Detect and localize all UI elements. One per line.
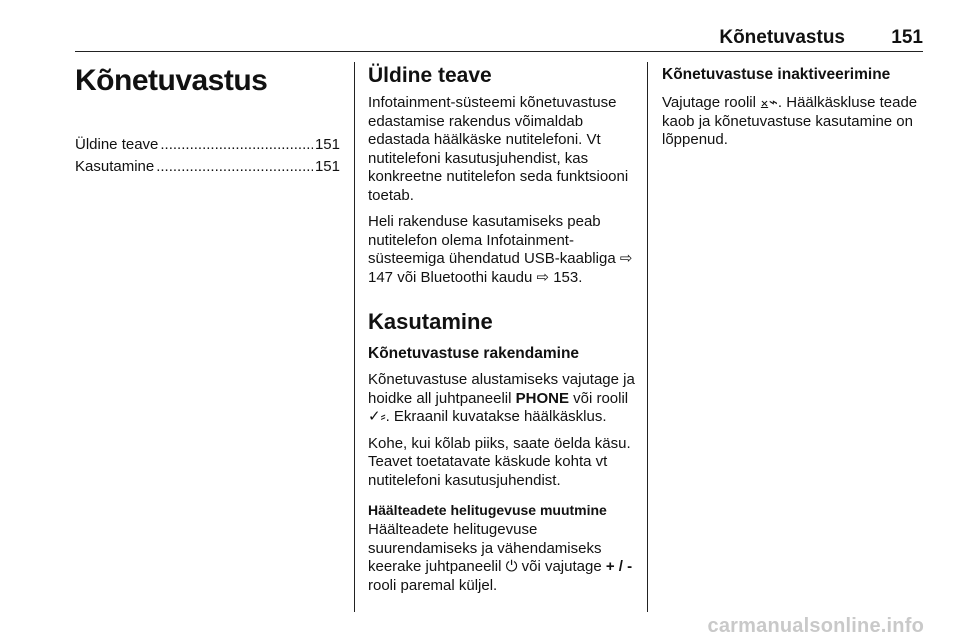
paragraph: Heli rakenduse kasutamiseks peab nutitelefon olema Infotainment-süsteemiga ühendatud USB-kaabliga ⇨ 147 või Bluetoothi kaudu ⇨ 153. (368, 213, 633, 286)
column-toc (75, 62, 340, 178)
column-main (368, 62, 636, 603)
subheading-volume: Häälteadete helitugevuse muutmine (368, 502, 607, 518)
phone-key-label: PHONE (515, 389, 569, 407)
section-heading-usage: Kasutamine (368, 309, 493, 334)
column-divider (647, 62, 648, 612)
header-rule (75, 51, 923, 52)
plus-minus-key-label: + / - (605, 558, 633, 575)
toc-label: Kasutamine (75, 158, 155, 175)
paragraph: Kohe, kui kõlab piiks, saate öelda käsu. Teavet toetatavate käskude kohta vt nutitelefoni kasutusjuhendist. (368, 434, 631, 489)
toc-entry[interactable] (75, 134, 340, 156)
text-span: Häälteadete helitugevuse suurendamiseks ja vähendamiseks keerake juhtpaneelil ⏻ või vajutage (368, 521, 602, 575)
toc-page: 151 (314, 158, 340, 175)
watermark: carmanualsonline.info (707, 615, 924, 637)
toc-leader (156, 156, 313, 178)
text-span: rooli paremal küljel. (368, 576, 498, 594)
subheading-activation: Kõnetuvastuse rakendamine (368, 345, 580, 362)
toc-leader (160, 134, 313, 156)
column-divider (354, 62, 355, 612)
toc-label: Üldine teave (75, 136, 159, 153)
text-span: või roolil ✓⸗. Ekraanil kuvatakse häälkäsklus. (368, 389, 629, 425)
chapter-title: Kõnetuvastus (75, 64, 268, 97)
column-right (662, 62, 924, 158)
page-number: 151 (891, 27, 923, 48)
paragraph (368, 371, 636, 427)
subheading-deactivation: Kõnetuvastuse inaktiveerimine (662, 66, 891, 83)
text-span: Kõnetuvastuse alustamiseks vajutage ja hoidke all juhtpaneelil (368, 371, 635, 407)
toc-page: 151 (314, 136, 340, 153)
page-header (75, 27, 923, 51)
running-title: Kõnetuvastus (719, 27, 845, 48)
section-heading-general: Üldine teave (368, 64, 492, 87)
paragraph (368, 521, 636, 595)
paragraph: Infotainment-süsteemi kõnetuvastuse edastamise rakendus võimaldab edastada häälkäske nutitelefoni. Vt nutitelefoni kasutusjuhendist, kas konkreetne nutitelefon seda funktsiooni toetab. (368, 94, 629, 204)
paragraph: Vajutage roolil ⨱⌁. Häälkäskluse teade kaob ja kõnetuvastuse kasutamine on lõppenud. (662, 94, 918, 148)
toc-entry[interactable] (75, 156, 340, 178)
